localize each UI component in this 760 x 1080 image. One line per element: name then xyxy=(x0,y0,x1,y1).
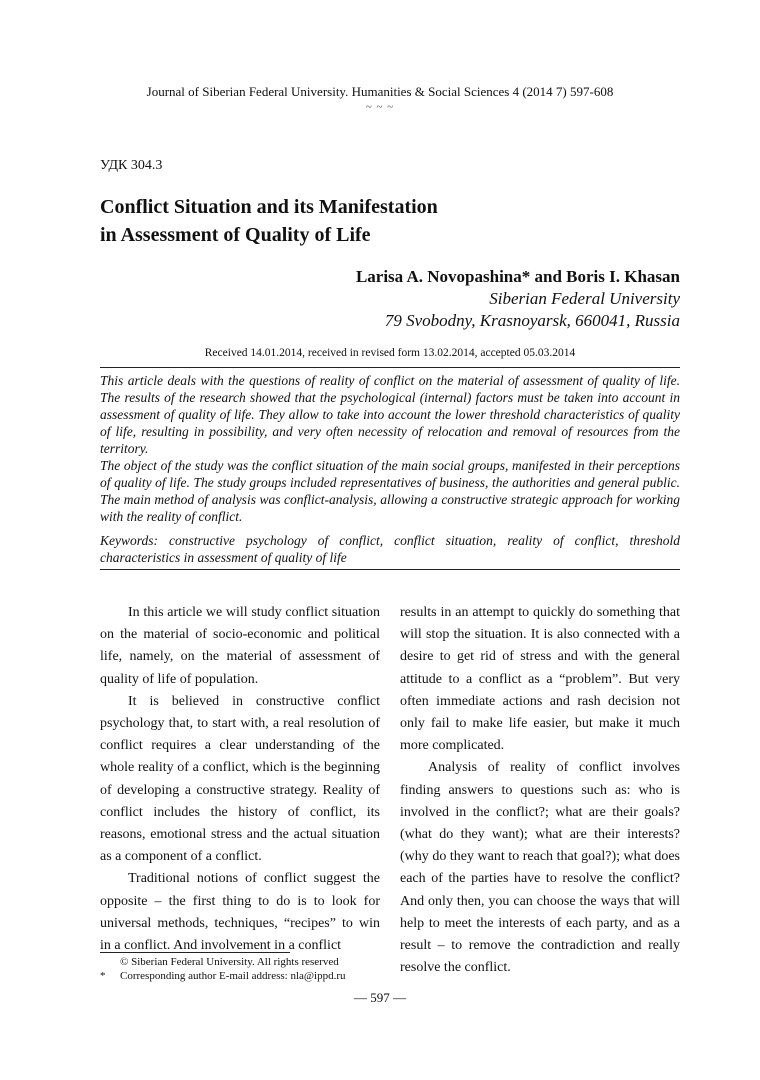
author-address: 79 Svobodny, Krasnoyarsk, 660041, Russia xyxy=(384,311,680,330)
footnote-rule xyxy=(100,952,290,953)
footnote-copyright: © Siberian Federal University. All rights reserved xyxy=(120,956,339,968)
abstract-paragraph-1: This article deals with the questions of reality of conflict on the material of assessment of quality of life. The results of the research showed that the psychological (internal) factors must be taken into account in assessment of quality of life. They allow to take into account the lower threshold characteristics of quality of life, resulting in possibility, and very often necessity of relocation and removal of resources from the territory. xyxy=(100,373,680,456)
abstract xyxy=(100,372,680,525)
body-paragraph: Traditional notions of conflict suggest the opposite – the first thing to do is to look for universal methods, techniques, “recipes” to win in a conflict. And involvement in a conflict xyxy=(100,871,380,954)
title-line-1: Conflict Situation and its Manifestation xyxy=(100,196,438,218)
page-number: — 597 — xyxy=(354,990,406,1005)
footnote-corresponding xyxy=(100,969,400,983)
abstract-paragraph-2: The object of the study was the conflict situation of the main social groups, manifested in their perceptions of quality of life. The study groups included representatives of business, the authorities and general public. The main method of analysis was conflict-analysis, allowing a constructive strategic approach for working with the reality of conflict. xyxy=(100,458,680,524)
author-block xyxy=(356,266,680,332)
footnote-asterisk: * xyxy=(100,970,106,982)
body-column-left xyxy=(100,602,380,957)
received-dates: Received 14.01.2014, received in revised form 13.02.2014, accepted 05.03.2014 xyxy=(204,347,576,359)
author-names: Larisa A. Novopashina* and Boris I. Khasan xyxy=(355,267,680,286)
keywords: Keywords: constructive psychology of conflict, conflict situation, reality of conflict, threshold characteristics in assessment of quality of life xyxy=(100,533,680,565)
body-paragraph: It is believed in constructive conflict psychology that, to start with, a real resolution of conflict requires a clear understanding of the whole reality of a conflict, which is the beginning of developing a constructive strategy. Reality of conflict includes the history of conflict, its reasons, emotional stress and the actual situation as a component of a conflict. xyxy=(100,693,380,865)
article-title xyxy=(100,193,680,249)
footnotes xyxy=(100,955,400,983)
udk-code: УДК 304.3 xyxy=(100,158,163,173)
author-affiliation: Siberian Federal University xyxy=(489,289,680,308)
header-separator: ~ ~ ~ xyxy=(365,101,395,113)
footnote-corresponding-text: Corresponding author E-mail address: nla@ippd.ru xyxy=(120,970,346,982)
body-paragraph: In this article we will study conflict situation on the material of socio-economic and political life, namely, on the material of assessment of quality of life of population. xyxy=(100,605,380,687)
title-line-2: in Assessment of Quality of Life xyxy=(100,224,371,246)
journal-header: Journal of Siberian Federal University. Humanities & Social Sciences 4 (2014 7) 597-608 xyxy=(146,84,614,99)
body-paragraph: Analysis of reality of conflict involves finding answers to questions such as: who is involved in the conflict?; what are their goals? (what do they want); what are their interests? (why do they want to reach that goal?); what does each of the parties have to resolve the conflict? And only then, you can choose the ways that will help to meet the interests of each party, and as a result – to remove the contradiction and really resolve the conflict. xyxy=(400,760,680,976)
abstract-bottom-rule xyxy=(100,569,680,570)
abstract-top-rule xyxy=(100,367,680,368)
body-paragraph: results in an attempt to quickly do something that will stop the situation. It is also connected with a desire to get rid of stress and with the general attitude to a conflict as a “problem”. But very often immediate actions and rash decision not only fail to make life easier, but make it much more complicated. xyxy=(400,605,680,754)
body-column-right xyxy=(400,602,680,979)
